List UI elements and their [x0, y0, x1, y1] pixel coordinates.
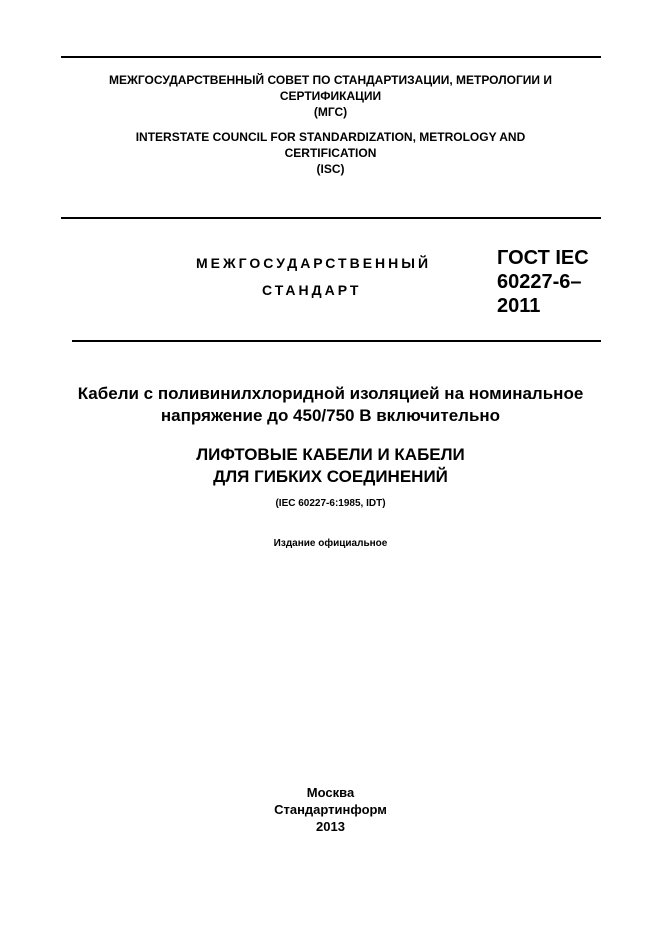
edition-block [0, 537, 661, 551]
council-ru-line2: СЕРТИФИКАЦИИ [279, 89, 382, 103]
title-line1: Кабели с поливинилхлоридной изоляцией на номинальное [77, 384, 584, 403]
document-title [0, 383, 661, 427]
imprint-city: Москва [306, 785, 355, 800]
title-line2: напряжение до 450/750 В включительно [160, 406, 501, 425]
standard-type-line1: МЕЖГОСУДАРСТВЕННЫЙ [196, 255, 432, 271]
standard-type-line2: СТАНДАРТ [262, 282, 362, 298]
subtitle-line1: ЛИФТОВЫЕ КАБЕЛИ И КАБЕЛИ [196, 445, 465, 464]
council-en-abbr: (ISC) [316, 162, 345, 176]
council-ru-abbr: (МГС) [313, 105, 348, 119]
council-en-line2: CERTIFICATION [284, 146, 377, 160]
upper-divider [61, 217, 601, 219]
edition-note: Издание официальное [273, 538, 388, 549]
imprint [0, 784, 661, 835]
document-subtitle [0, 444, 661, 488]
top-rule [61, 56, 601, 58]
lower-divider [72, 340, 601, 342]
designation-line2: 60227-6– [497, 271, 582, 293]
subtitle-line2: ДЛЯ ГИБКИХ СОЕДИНЕНИЙ [213, 467, 448, 486]
designation-line1: ГОСТ IEC [497, 247, 589, 269]
imprint-publisher: Стандартинформ [274, 802, 387, 817]
council-ru-line1: МЕЖГОСУДАРСТВЕННЫЙ СОВЕТ ПО СТАНДАРТИЗАЦИИ, МЕТРОЛОГИИ И [109, 73, 552, 87]
council-header [0, 72, 661, 177]
reference-block [0, 497, 661, 511]
council-en-line1: INTERSTATE COUNCIL FOR STANDARDIZATION, METROLOGY AND [135, 130, 526, 144]
designation-line3: 2011 [497, 295, 541, 317]
iec-reference: (IEC 60227-6:1985, IDT) [275, 498, 386, 509]
standard-designation [497, 246, 589, 318]
imprint-year: 2013 [316, 819, 345, 834]
